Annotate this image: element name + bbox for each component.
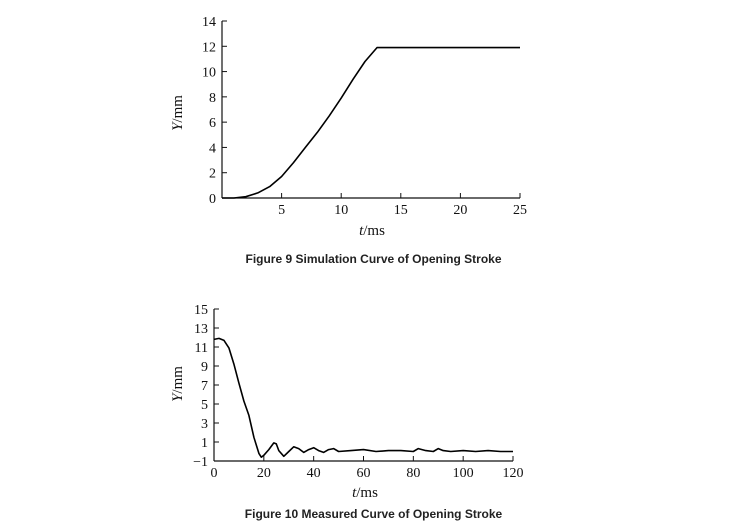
x-axis-label: t/ms [352, 485, 378, 501]
x-tick-label: 60 [356, 466, 371, 481]
x-tick-label: 0 [210, 466, 218, 481]
y-tick-label: 14 [202, 15, 216, 30]
y-tick-label: 7 [201, 379, 208, 394]
x-tick-label: 15 [393, 203, 408, 218]
x-tick-label: 100 [452, 466, 474, 481]
figure-9-caption: Figure 9 Simulation Curve of Opening Stroke [245, 252, 502, 266]
x-tick-label: 40 [306, 466, 321, 481]
x-tick-label: 80 [406, 466, 421, 481]
y-tick-label: 3 [201, 417, 208, 432]
y-tick-label: 1 [201, 436, 208, 451]
x-tick-label: 5 [278, 203, 286, 218]
y-tick-label: 10 [202, 65, 216, 81]
y-tick-label: 0 [209, 192, 216, 207]
x-tick-label: 20 [453, 203, 468, 218]
x-tick-label: 10 [334, 203, 349, 218]
series-line [222, 48, 520, 198]
y-axis-label: Y/mm [170, 366, 186, 402]
x-tick-label: 120 [502, 466, 524, 481]
y-tick-label: 9 [201, 360, 208, 375]
y-tick-label: 11 [194, 341, 208, 356]
y-tick-label: −1 [193, 455, 208, 470]
y-tick-label: 4 [209, 141, 216, 157]
x-tick-label: 25 [513, 203, 527, 218]
y-tick-label: 5 [201, 398, 208, 413]
y-tick-label: 15 [194, 303, 208, 318]
y-tick-label: 12 [202, 40, 216, 56]
y-tick-label: 13 [194, 322, 208, 337]
y-axis-label: Y/mm [170, 95, 186, 131]
x-axis-label: t/ms [359, 223, 385, 239]
x-tick-label: 20 [256, 466, 271, 481]
y-tick-label: 8 [209, 90, 216, 106]
y-tick-label: 6 [209, 116, 216, 132]
figure-10-caption: Figure 10 Measured Curve of Opening Stroke [244, 507, 503, 521]
y-tick-label: 2 [209, 166, 216, 182]
